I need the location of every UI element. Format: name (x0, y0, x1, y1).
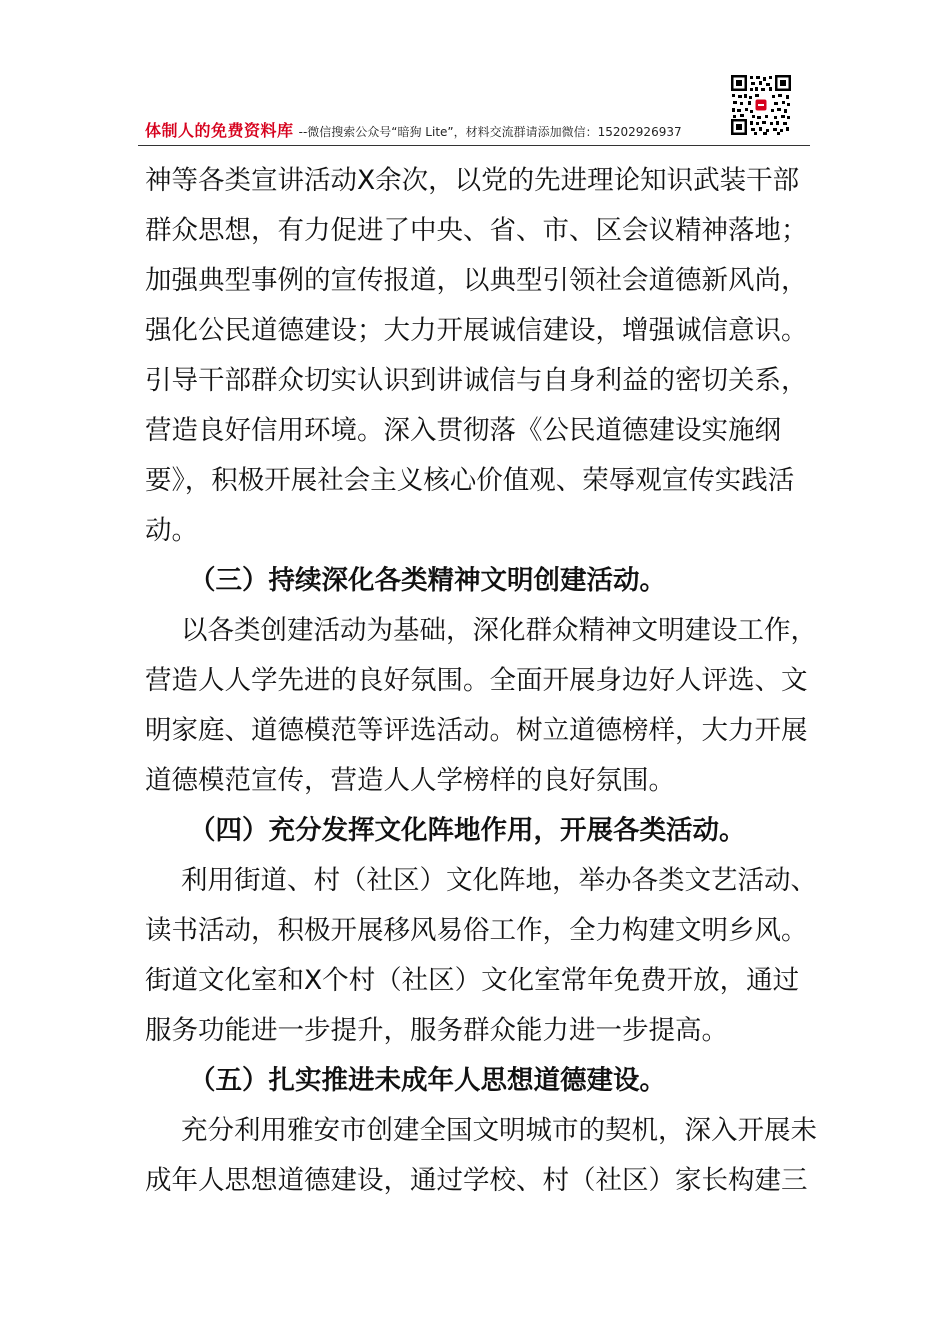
section-heading-3: （三）持续深化各类精神文明创建活动。 (189, 565, 666, 596)
body-line: 神等各类宣讲活动X余次，以党的先进理论知识武装干部 (145, 165, 800, 196)
body-line: 引导干部群众切实认识到讲诚信与自身利益的密切关系， (145, 365, 808, 396)
body-line: 动。 (145, 515, 198, 546)
body-line: 街道文化室和X个村（社区）文化室常年免费开放，通过 (145, 965, 800, 996)
body-line: 明家庭、道德模范等评选活动。树立道德榜样，大力开展 (145, 715, 808, 746)
body-line: 道德模范宣传，营造人人学榜样的良好氛围。 (145, 765, 675, 796)
section-heading-5: （五）扎实推进未成年人思想道德建设。 (189, 1065, 666, 1096)
body-line: 加强典型事例的宣传报道，以典型引领社会道德新风尚， (145, 265, 808, 296)
body-line: 利用街道、村（社区）文化阵地，举办各类文艺活动、 (181, 865, 817, 896)
section-heading-4: （四）充分发挥文化阵地作用，开展各类活动。 (189, 815, 746, 846)
body-line: 营造人人学先进的良好氛围。全面开展身边好人评选、文 (145, 665, 808, 696)
body-line: 充分利用雅安市创建全国文明城市的契机，深入开展未 (181, 1115, 817, 1146)
body-line: 读书活动，积极开展移风易俗工作，全力构建文明乡风。 (145, 915, 808, 946)
body-line: 强化公民道德建设；大力开展诚信建设，增强诚信意识。 (145, 315, 808, 346)
header-note: --微信搜索公众号“暗狗 Lite”，材料交流群请添加微信：15202926937 (298, 125, 682, 139)
header-title: 体制人的免费资料库 (145, 121, 294, 140)
body-line: 服务功能进一步提升，服务群众能力进一步提高。 (145, 1015, 728, 1046)
document-body (145, 156, 815, 1206)
body-line: 群众思想，有力促进了中央、省、市、区会议精神落地； (145, 215, 808, 246)
header-divider (138, 145, 810, 146)
body-line: 成年人思想道德建设，通过学校、村（社区）家长构建三 (145, 1165, 808, 1196)
body-line: 营造良好信用环境。深入贯彻落《公民道德建设实施纲 (145, 415, 781, 446)
qr-code-icon (730, 74, 792, 136)
page-header (145, 118, 810, 148)
body-line: 要》，积极开展社会主义核心价值观、荣辱观宣传实践活 (145, 465, 795, 496)
body-line: 以各类创建活动为基础，深化群众精神文明建设工作， (181, 615, 817, 646)
